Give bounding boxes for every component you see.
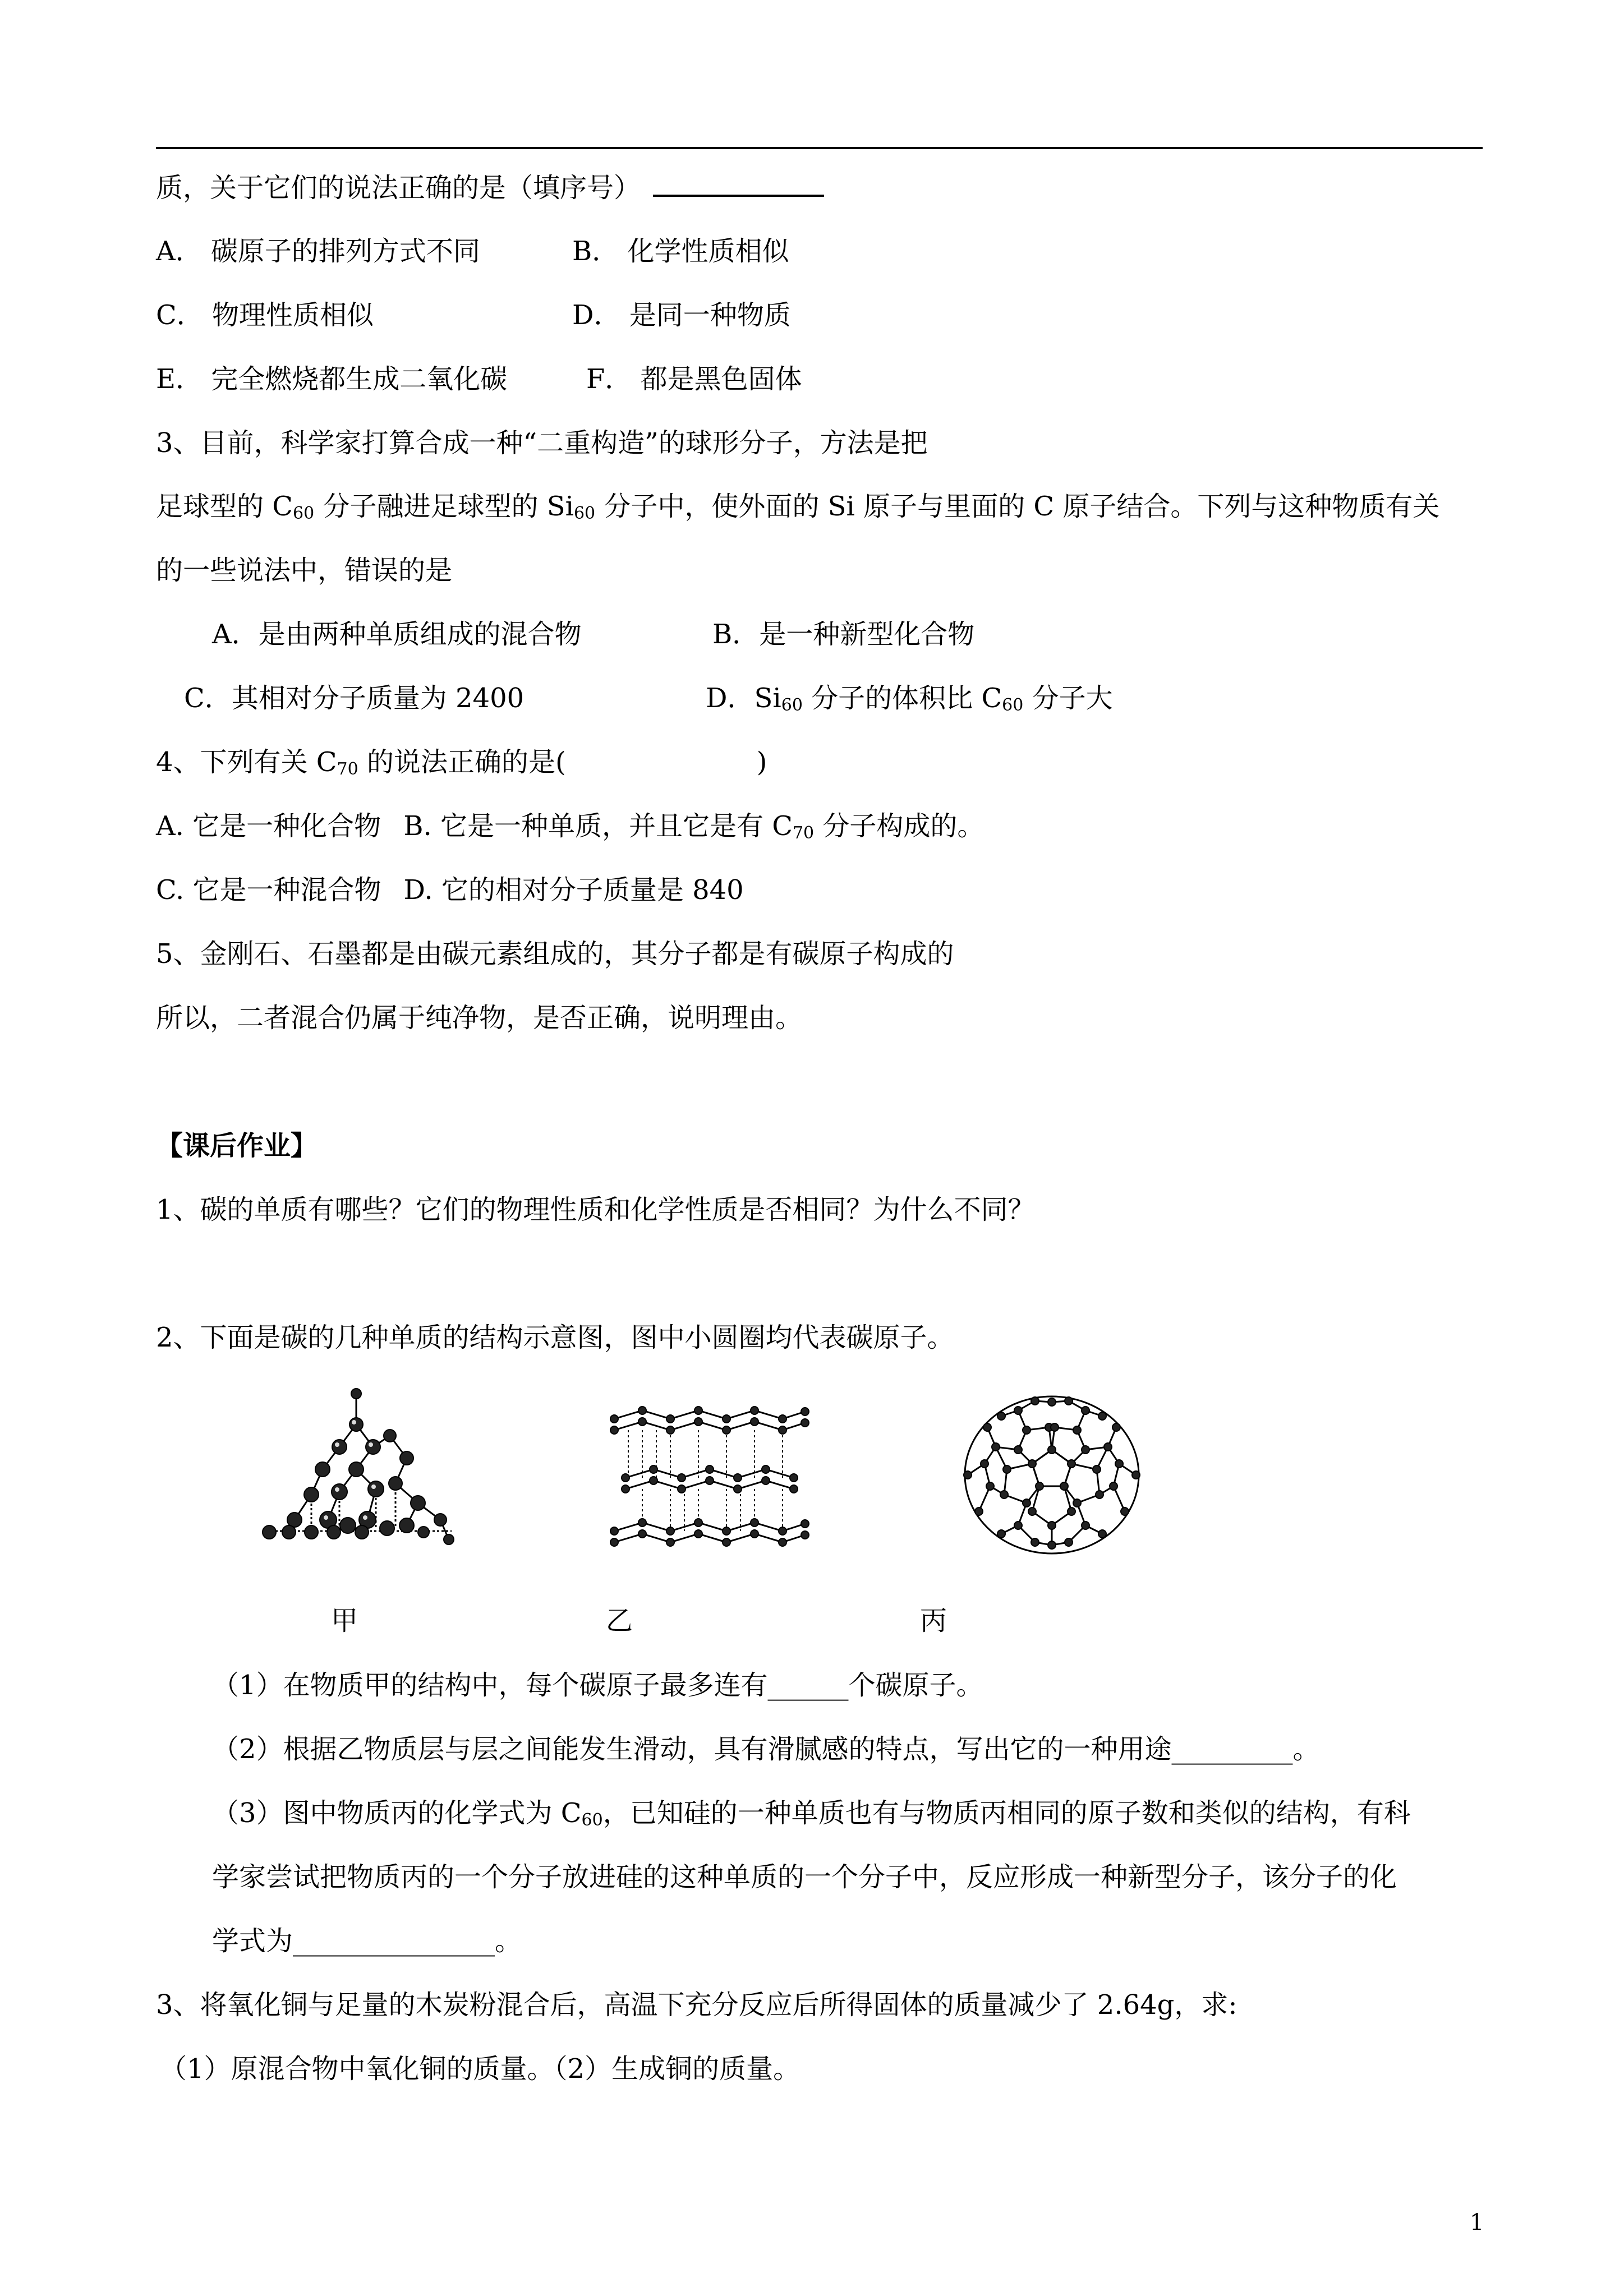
homework-q2-sub1 xyxy=(212,1668,983,1702)
q4-option-b-b: 分子构成的。 xyxy=(814,810,984,842)
figure-label-yi: 乙 xyxy=(606,1605,633,1636)
homework-q2 xyxy=(156,1321,954,1354)
q4-option-b-sub: 70 xyxy=(792,823,815,843)
answer-blank xyxy=(653,171,824,197)
q4-stem-c: ) xyxy=(756,746,767,778)
q3-option-d-sub-2: 60 xyxy=(1002,695,1024,715)
q4-stem-sub: 70 xyxy=(337,759,358,779)
q3-text-1: 3、目前，科学家打算合成一种“二重构造”的球形分子，方法是把 xyxy=(156,427,928,459)
q3-option-d-wrap xyxy=(706,681,1113,722)
q4-stem xyxy=(156,745,767,786)
q3-option-a-wrap xyxy=(212,617,582,651)
fullerene-structure-figure xyxy=(956,1391,1147,1559)
q3-option-d-sub-1: 60 xyxy=(781,695,803,715)
homework-q2-sub3-a: （3）图中物质丙的化学式为 C xyxy=(212,1797,582,1829)
q4-stem-b: 的说法正确的是( xyxy=(358,746,566,778)
q2-option-b: B． 化学性质相似 xyxy=(572,236,789,267)
q3-sub-2: 60 xyxy=(573,504,596,523)
q3-text-2c: 分子中，使外面的 Si 原子与里面的 C 原子结合。下列与这种物质有关 xyxy=(595,491,1440,522)
q3-line-1 xyxy=(156,426,928,460)
q2-options-row-3 xyxy=(156,362,507,396)
q2-option-d: D． 是同一种物质 xyxy=(572,299,791,331)
q3-text-3: 的一些说法中，错误的是 xyxy=(156,555,453,586)
homework-q2-sub3-text3: 学式为_______________。 xyxy=(212,1925,522,1957)
homework-heading xyxy=(156,1129,318,1163)
q4-option-c: C. 它是一种混合物 xyxy=(156,874,381,906)
homework-q3-text: 3、将氧化铜与足量的木炭粉混合后，高温下充分反应后所得固体的质量减少了 2.64g，求: xyxy=(156,1989,1237,2021)
q3-text-2b: 分子融进足球型的 Si xyxy=(314,491,574,522)
q5-line-1 xyxy=(156,937,954,971)
q2-option-a: A． 碳原子的排列方式不同 xyxy=(156,236,480,267)
q4-options-row-2 xyxy=(156,873,744,907)
q5-line-2 xyxy=(156,1001,802,1035)
homework-q2-sub3-b: ，已知硅的一种单质也有与物质丙相同的原子数和类似的结构，有科 xyxy=(602,1797,1411,1829)
q3-option-c-wrap xyxy=(184,681,524,715)
q5-text-2: 所以，二者混合仍属于纯净物，是否正确，说明理由。 xyxy=(156,1002,803,1034)
q3-line-3 xyxy=(156,554,452,587)
q3-option-b: B．是一种新型化合物 xyxy=(712,619,975,650)
graphite-structure-figure xyxy=(609,1405,811,1556)
q2-option-f: F． 都是黑色固体 xyxy=(586,363,802,395)
q2-option-b-wrap xyxy=(572,234,789,268)
q2-option-e: E． 完全燃烧都生成二氧化碳 xyxy=(156,363,508,395)
q2-stem-line xyxy=(156,171,824,205)
q4-options-row-1 xyxy=(156,809,984,850)
q3-option-d-b: 分子的体积比 C xyxy=(802,683,1002,714)
q3-option-a: A．是由两种单质组成的混合物 xyxy=(212,619,582,650)
q4-option-b-a: B. 它是一种单质，并且它是有 C xyxy=(403,810,793,842)
q2-option-c: C． 物理性质相似 xyxy=(156,299,374,331)
page-number: 1 xyxy=(1470,2210,1484,2235)
homework-q3-sub-text: （1）原混合物中氧化铜的质量。（2）生成铜的质量。 xyxy=(160,2053,801,2085)
q2-stem-text: 质，关于它们的说法正确的是（填序号） xyxy=(156,172,641,204)
q3-option-d-c: 分子大 xyxy=(1023,683,1113,714)
q3-sub-1: 60 xyxy=(293,504,315,523)
homework-q2-sub3-text2: 学家尝试把物质丙的一个分子放进硅的这种单质的一个分子中，反应形成一种新型分子，该分子的化 xyxy=(212,1861,1397,1893)
homework-q1 xyxy=(156,1193,1035,1227)
homework-q2-sub3-sub: 60 xyxy=(581,1810,603,1830)
q2-options-row-1 xyxy=(156,234,480,268)
homework-q2-sub1-text: （1）在物质甲的结构中，每个碳原子最多连有______个碳原子。 xyxy=(212,1670,983,1701)
diamond-structure-figure xyxy=(255,1385,463,1565)
q4-option-d: D. 它的相对分子质量是 840 xyxy=(403,874,744,906)
homework-q2-sub3-line2 xyxy=(212,1860,1397,1894)
homework-q1-text: 1、碳的单质有哪些？它们的物理性质和化学性质是否相同？为什么不同？ xyxy=(156,1194,1035,1225)
homework-q2-sub3-line1 xyxy=(212,1796,1411,1837)
q4-option-a: A. 它是一种化合物 xyxy=(156,810,381,842)
figure-label-jia: 甲 xyxy=(331,1605,358,1636)
homework-q2-sub3-line3 xyxy=(212,1924,522,1958)
q3-line-2 xyxy=(156,490,1439,531)
figure-label-bing: 丙 xyxy=(920,1605,947,1636)
q2-options-row-2 xyxy=(156,298,374,332)
homework-q2-sub2-text: （2）根据乙物质层与层之间能发生滑动，具有滑腻感的特点，写出它的一种用途_________。 xyxy=(212,1733,1320,1765)
q2-option-f-wrap xyxy=(586,362,802,396)
homework-q3-sub xyxy=(160,2052,800,2086)
q3-option-d-a: D．Si xyxy=(706,683,781,714)
q5-text-1: 5、金刚石、石墨都是由碳元素组成的，其分子都是有碳原子构成的 xyxy=(156,938,954,970)
q2-option-d-wrap xyxy=(572,298,791,332)
homework-q2-text: 2、下面是碳的几种单质的结构示意图，图中小圆圈均代表碳原子。 xyxy=(156,1322,954,1353)
q3-option-b-wrap xyxy=(712,617,974,651)
q3-option-c: C．其相对分子质量为 2400 xyxy=(184,683,525,714)
q3-text-2a: 足球型的 C xyxy=(156,491,293,522)
header-rule xyxy=(156,147,1483,149)
homework-q3 xyxy=(156,1988,1237,2022)
homework-q2-sub2 xyxy=(212,1732,1320,1766)
homework-heading-text: 【课后作业】 xyxy=(156,1130,318,1161)
q4-stem-a: 4、下列有关 C xyxy=(156,746,337,778)
